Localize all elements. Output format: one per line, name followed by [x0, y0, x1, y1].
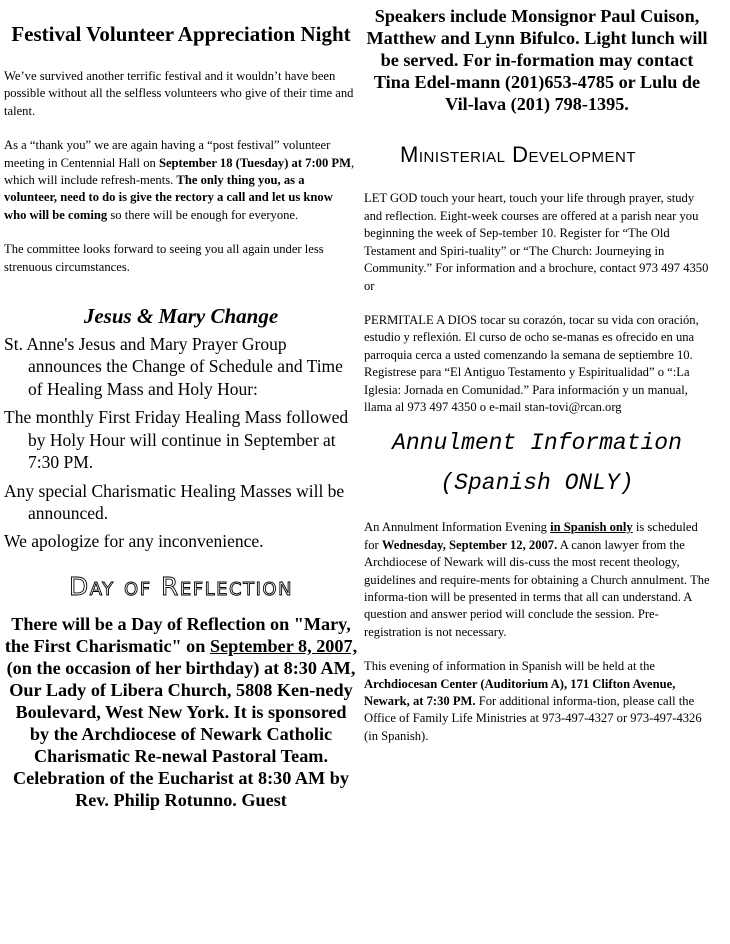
ministerial-paragraph-1: LET GOD touch your heart, touch your life through prayer, study and reflection. Eight-week courses are offered at a parish near you beginning the week of Sep-tember 10. Register for “The Old Testament and Spiri-tuality” or “The Church: Journeying in Community.” For information and a brochure, contact 973 497 4350 or: [364, 191, 709, 293]
jesus-mary-paragraph-4: We apologize for any inconvenience.: [4, 531, 264, 552]
annulment-title-line-1: Annulment Information: [392, 430, 682, 457]
festival-paragraph-2: As a “thank you” we are again having a “post festival” volunteer meeting in Centennial Hall on September 18 (Tuesday) at 7:00 PM, which will include refresh-ments. The only thing you, as a volunteer, need to do is give the rectory a call and let us know who will be coming so there will be enough for everyone.: [4, 138, 355, 222]
left-column: [4, 0, 358, 812]
jesus-mary-paragraph-3: Any special Charismatic Healing Masses will be announced.: [4, 480, 345, 523]
reflection-title: Day of Reflection: [68, 571, 294, 601]
jesus-mary-title: Jesus & Mary Change: [83, 304, 279, 329]
reflection-continued: Speakers include Monsignor Paul Cuison, Matthew and Lynn Bifulco. Light lunch will be served. For in-formation may contact Tina Edel-mann (201)653-4785 or Lulu de Vil-lava (201) 798-1395.: [366, 6, 708, 115]
jesus-mary-paragraph-1: St. Anne's Jesus and Mary Prayer Group announces the Change of Schedule and Time of Healing Mass and Holy Hour:: [4, 334, 343, 399]
reflection-paragraph: There will be a Day of Reflection on "Mary, the First Charismatic" on September 8, 2007, (on the occasion of her birthday) at 8:30 AM, Our Lady of Libera Church, 5808 Ken-nedy Boulevard, West New York. It is sponsored by the Archdiocese of Newark Catholic Charismatic Re-newal Pastoral Team. Celebration of the Eucharist at 8:30 AM by Rev. Philip Rotunno. Guest: [4, 613, 358, 811]
annulment-paragraph-1: An Annulment Information Evening in Spanish only is scheduled for Wednesday, September 12, 2007. A canon lawyer from the Archdiocese of Newark will dis-cuss the most recent theology, guidelines and require-ments for obtaining a Church annulment. The informa-tion will be presented in terms that all can understand. A question and answer period will conclude the session. Pre-registration is not necessary.: [364, 520, 710, 639]
ministerial-paragraph-2: PERMITALE A DIOS tocar su corazón, tocar su vida con oración, estudio y reflexión. El curso de ocho se-manas es ofrecido en una parroquia cerca a usted comenzando la semana de septiembre 10. Registrese para “El Antiguo Testamento y Espiritualidad” o “:La Iglesia: Jornada en Comunidad.” Para información y un manual, llama al 973 497 4350 o e-mail stan-tovi@rcan.org: [364, 312, 699, 414]
festival-paragraph-3: The committee looks forward to seeing you all again under less strenuous circumstances.: [4, 242, 324, 274]
annulment-title-line-2: (Spanish ONLY): [440, 470, 634, 497]
ministerial-title: Ministerial Development: [400, 142, 637, 168]
jesus-mary-paragraph-2: The monthly First Friday Healing Mass followed by Holy Hour will continue in September at 7:30 PM.: [4, 407, 349, 473]
festival-title: Festival Volunteer Appreciation Night: [11, 22, 351, 46]
right-column: [364, 0, 710, 745]
festival-paragraph-1: We’ve survived another terrific festival and it wouldn’t have been possible without all the selfless volunteers who give of their time and talent.: [4, 69, 354, 118]
annulment-paragraph-2: This evening of information in Spanish will be held at the Archdiocesan Center (Auditorium A), 171 Clifton Avenue, Newark, at 7:30 PM. For additional informa-tion, please call the Office of Family Life Ministries at 973-497-4327 or 973-497-4326 (in Spanish).: [364, 659, 702, 743]
